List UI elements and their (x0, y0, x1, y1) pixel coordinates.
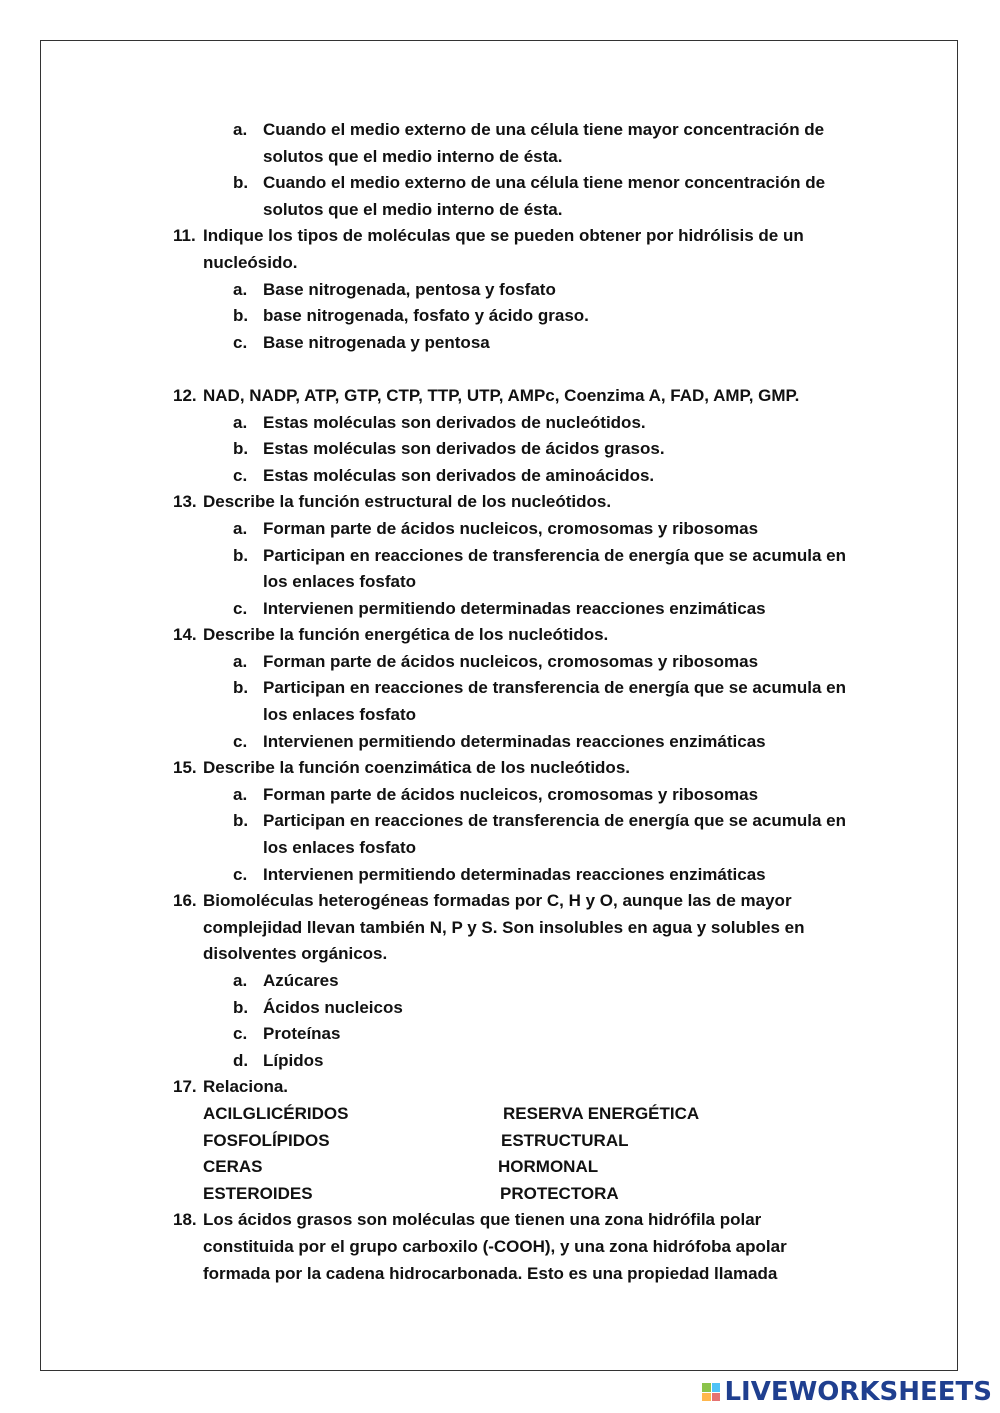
option-text: Estas moléculas son derivados de nucleótidos. (263, 412, 646, 432)
option-letter: c. (233, 864, 248, 884)
answer-option[interactable] (0, 516, 853, 543)
answer-option[interactable] (0, 117, 853, 170)
answer-option[interactable] (0, 303, 853, 330)
question-text: Relaciona. (203, 1077, 289, 1097)
question-text: Biomoléculas heterogéneas formadas por C, H y O, aunque las de mayor complejidad llevan también N, P y S. Son insolubles en agua y solubles en disolventes orgánicos. (203, 891, 805, 964)
option-letter: a. (233, 784, 248, 804)
option-letter: d. (233, 1050, 249, 1070)
option-text: Proteínas (263, 1024, 341, 1044)
answer-option[interactable] (0, 968, 853, 995)
option-letter: c. (233, 465, 248, 485)
option-text: Azúcares (263, 971, 339, 990)
answer-option[interactable] (0, 543, 853, 596)
option-text: Participan en reacciones de transferencia de energía que se acumula en los enlaces fosfato (263, 545, 846, 592)
match-left-term[interactable]: FOSFOLÍPIDOS (203, 1130, 330, 1150)
answer-option[interactable] (0, 170, 853, 223)
question-number: 13. (173, 492, 197, 512)
answer-option[interactable] (0, 596, 853, 623)
answer-option[interactable] (0, 1048, 853, 1075)
option-letter: a. (233, 651, 248, 671)
question (0, 1207, 843, 1287)
match-right-term[interactable]: RESERVA ENERGÉTICA (503, 1103, 700, 1123)
option-text: Intervienen permitiendo determinadas reacciones enzimáticas (263, 731, 766, 751)
option-letter: b. (233, 306, 249, 326)
answer-option[interactable] (0, 410, 853, 437)
match-right-term[interactable]: HORMONAL (498, 1157, 599, 1177)
answer-option[interactable] (0, 862, 853, 889)
match-right-term[interactable]: ESTRUCTURAL (501, 1130, 629, 1150)
question (0, 622, 843, 649)
question-number: 15. (173, 758, 197, 778)
answer-option[interactable] (0, 782, 853, 809)
question (0, 755, 843, 782)
answer-option[interactable] (0, 995, 853, 1022)
answer-option[interactable] (0, 649, 853, 676)
answer-option[interactable] (0, 1021, 853, 1048)
answer-option[interactable] (0, 463, 853, 490)
option-letter: c. (233, 332, 248, 352)
option-letter: a. (233, 518, 248, 538)
match-row[interactable] (0, 1181, 1000, 1208)
answer-option[interactable] (0, 436, 853, 463)
option-text: Estas moléculas son derivados de aminoácidos. (263, 465, 655, 485)
answer-option[interactable] (0, 808, 853, 861)
option-letter: b. (233, 997, 249, 1017)
match-right-term[interactable]: PROTECTORA (500, 1183, 619, 1203)
option-text: Intervienen permitiendo determinadas reacciones enzimáticas (263, 598, 766, 618)
question-number: 14. (173, 625, 197, 645)
option-letter: b. (233, 439, 249, 459)
match-row[interactable] (0, 1154, 1000, 1181)
question-number: 12. (173, 385, 197, 405)
question-number: 16. (173, 891, 197, 911)
question-text: NAD, NADP, ATP, GTP, CTP, TTP, UTP, AMPc, Coenzima A, FAD, AMP, GMP. (203, 385, 800, 405)
option-letter: a. (233, 279, 248, 299)
question (0, 1074, 843, 1101)
option-text: Intervienen permitiendo determinadas reacciones enzimáticas (263, 864, 766, 884)
option-text: Estas moléculas son derivados de ácidos grasos. (263, 439, 665, 459)
brand-name: LIVEWORKSHEETS (724, 1377, 992, 1407)
answer-option[interactable] (0, 330, 853, 357)
option-letter: c. (233, 598, 248, 618)
question-text: Indique los tipos de moléculas que se pueden obtener por hidrólisis de un nucleósido. (203, 226, 804, 272)
question (0, 223, 843, 276)
option-text: Cuando el medio externo de una célula tiene mayor concentración de solutos que el medio interno de ésta. (263, 120, 825, 166)
option-letter: a. (233, 412, 248, 432)
option-letter: b. (233, 545, 249, 565)
match-left-term[interactable]: CERAS (203, 1157, 263, 1177)
answer-option[interactable] (0, 729, 853, 756)
match-left-term[interactable]: ACILGLICÉRIDOS (203, 1103, 349, 1123)
option-letter: a. (233, 120, 248, 139)
option-text: Cuando el medio externo de una célula tiene menor concentración de solutos que el medio interno de ésta. (263, 173, 826, 219)
option-letter: c. (233, 731, 248, 751)
question-text: Describe la función energética de los nucleótidos. (203, 625, 609, 645)
question-text: Describe la función estructural de los nucleótidos. (203, 492, 612, 512)
worksheet-content (0, 117, 1000, 1287)
option-text: base nitrogenada, fosfato y ácido graso. (263, 306, 589, 326)
question-number: 17. (173, 1077, 197, 1097)
option-text: Base nitrogenada y pentosa (263, 332, 490, 352)
blank-line (0, 356, 1000, 383)
option-text: Forman parte de ácidos nucleicos, cromosomas y ribosomas (263, 784, 759, 804)
option-text: Lípidos (263, 1050, 324, 1070)
option-text: Participan en reacciones de transferencia de energía que se acumula en los enlaces fosfato (263, 678, 846, 725)
question-text: Los ácidos grasos son moléculas que tienen una zona hidrófila polar constituida por el grupo carboxilo (-COOH), y una zona hidrófoba apolar formada por la cadena hidrocarbonada. Esto es una propiedad llamada (203, 1210, 787, 1283)
option-letter: b. (233, 678, 249, 698)
question (0, 383, 843, 410)
option-text: Participan en reacciones de transferencia de energía que se acumula en los enlaces fosfato (263, 811, 846, 858)
question-number: 18. (173, 1210, 197, 1230)
option-text: Forman parte de ácidos nucleicos, cromosomas y ribosomas (263, 651, 759, 671)
match-left-term[interactable]: ESTEROIDES (203, 1183, 313, 1203)
option-text: Base nitrogenada, pentosa y fosfato (263, 279, 556, 299)
option-text: Forman parte de ácidos nucleicos, cromosomas y ribosomas (263, 518, 759, 538)
option-letter: a. (233, 971, 248, 990)
match-row[interactable] (0, 1101, 1000, 1128)
option-text: Ácidos nucleicos (263, 997, 403, 1017)
match-row[interactable] (0, 1128, 1000, 1155)
answer-option[interactable] (0, 675, 853, 728)
question-number: 11. (173, 226, 196, 246)
footer-logo[interactable] (702, 1377, 992, 1407)
question (0, 888, 843, 968)
answer-option[interactable] (0, 277, 853, 304)
liveworksheets-logo-icon (702, 1383, 720, 1401)
question (0, 489, 843, 516)
option-letter: b. (233, 811, 249, 831)
option-letter: c. (233, 1024, 248, 1044)
question-text: Describe la función coenzimática de los nucleótidos. (203, 758, 630, 778)
option-letter: b. (233, 173, 249, 193)
